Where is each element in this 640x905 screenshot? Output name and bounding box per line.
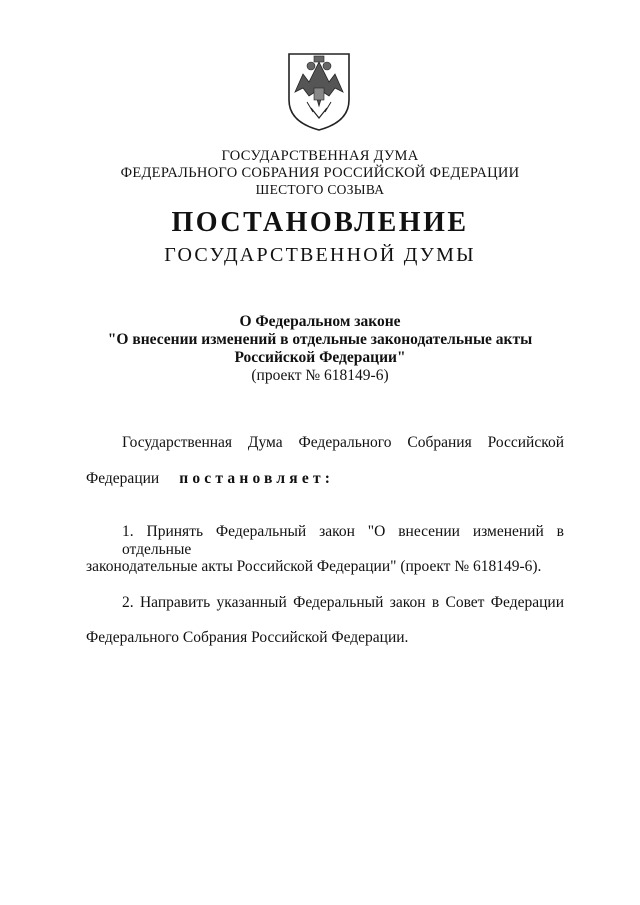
document-subtitle: ГОСУДАРСТВЕННОЙ ДУМЫ <box>164 244 476 266</box>
paragraph-3-line-2: Федерального Собрания Российской Федерации. <box>86 629 409 646</box>
paragraph-1-line-2 <box>86 470 564 488</box>
paragraph-2-line-1: 1. Принять Федеральный закон "О внесении изменений в отдельные <box>122 523 564 558</box>
header-line-2: ФЕДЕРАЛЬНОГО СОБРАНИЯ РОССИЙСКОЙ ФЕДЕРАЦИИ <box>120 165 520 181</box>
resolves-word: постановляет: <box>179 470 335 487</box>
paragraph-1-start: Федерации <box>86 470 160 487</box>
coat-of-arms-icon <box>285 52 353 132</box>
paragraph-1-line-1: Государственная Дума Федерального Собрания Российской <box>122 434 564 451</box>
law-heading-3: Российской Федерации" <box>234 349 406 366</box>
header-line-3: ШЕСТОГО СОЗЫВА <box>255 182 385 197</box>
header-line-1: ГОСУДАРСТВЕННАЯ ДУМА <box>221 148 419 164</box>
paragraph-2-line-2: законодательные акты Российской Федерации" (проект № 618149-6). <box>86 558 542 575</box>
law-project-number: (проект № 618149-6) <box>251 367 389 384</box>
paragraph-3-line-1: 2. Направить указанный Федеральный закон в Совет Федерации <box>122 594 564 611</box>
law-heading-2: "О внесении изменений в отдельные законодательные акты <box>107 331 533 348</box>
document-title: ПОСТАНОВЛЕНИЕ <box>171 207 469 238</box>
law-heading-1: О Федеральном законе <box>239 313 401 330</box>
